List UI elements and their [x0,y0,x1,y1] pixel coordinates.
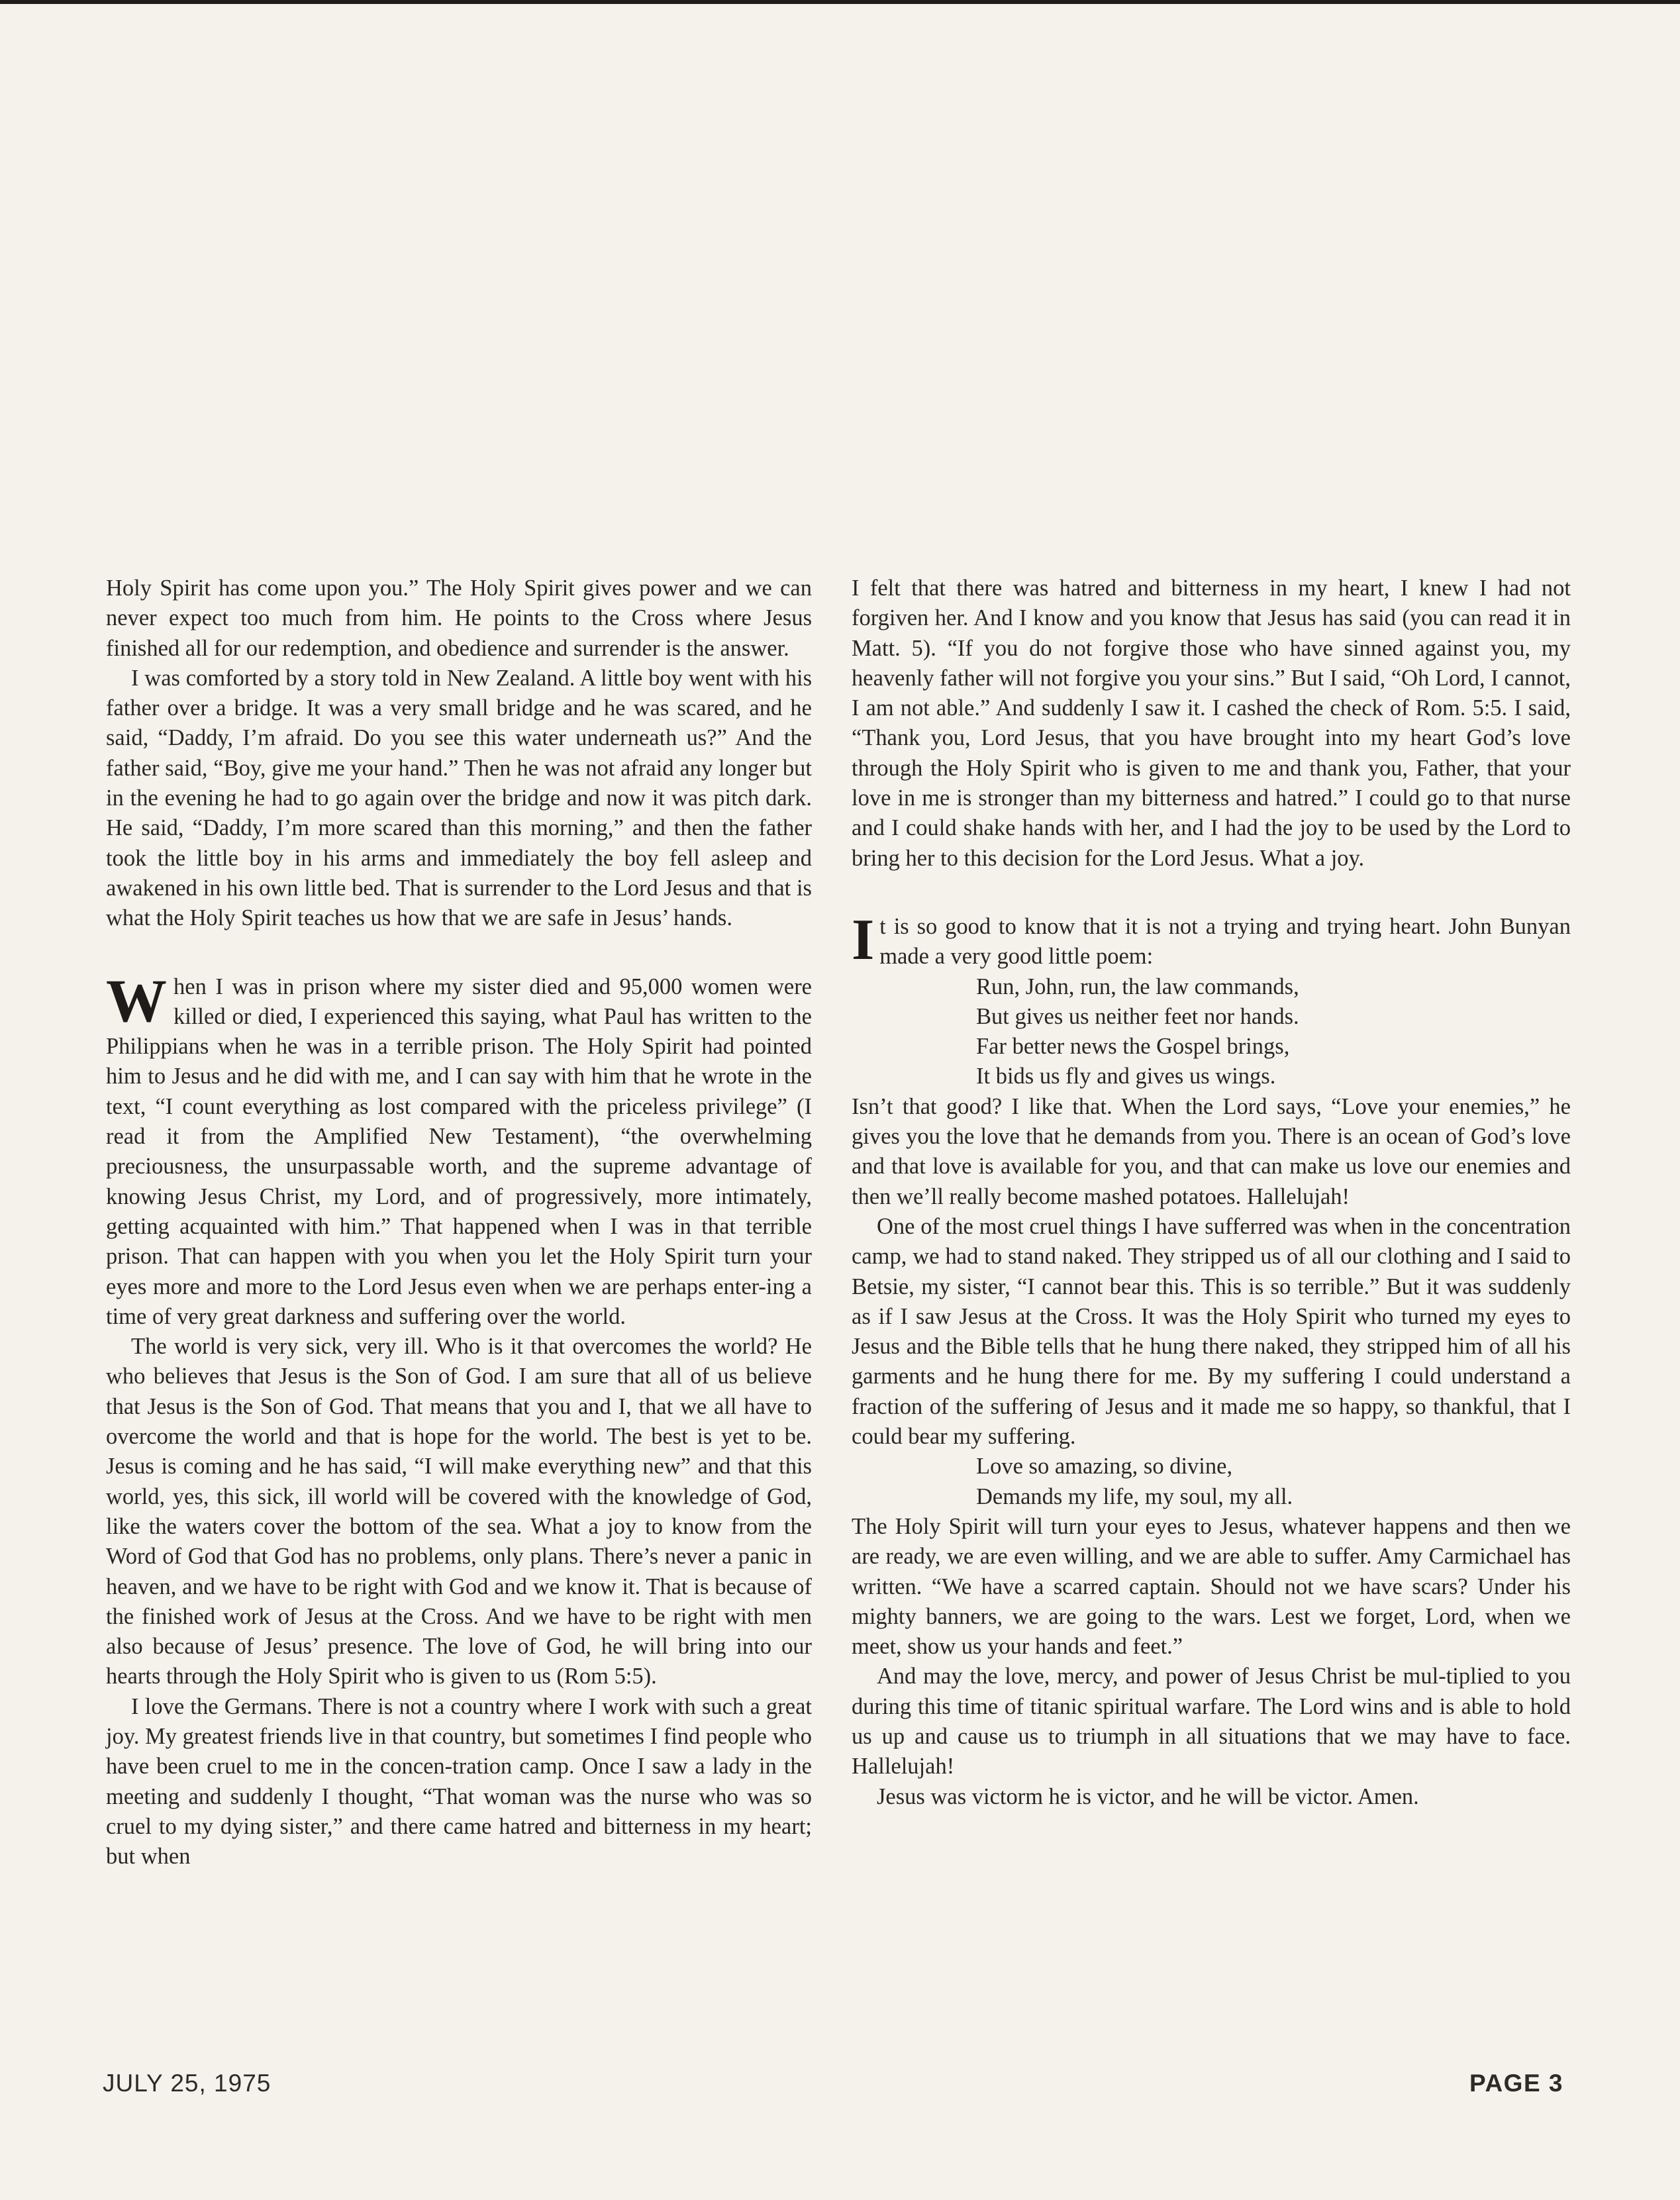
footer-page-number: PAGE 3 [1469,2070,1563,2097]
paragraph: The Holy Spirit will turn your eyes to Jesus, whatever happens and then we are ready, we are even willing, and we are able to suffer. Amy Carmichael has written. “We have a scarred captain. Should not we have scars? Under his mighty banners, we are going to the wars. Lest we forget, Lord, when we meet, show us your hands and feet.” [852,1513,1571,1660]
paragraph: Jesus was victorm he is victor, and he will be victor. Amen. [877,1783,1419,1809]
poem-line: Demands my life, my soul, my all. [976,1483,1293,1509]
right-column [852,574,1571,1812]
left-column [106,574,812,1872]
poem-line: Run, John, run, the law commands, [976,974,1299,999]
drop-cap: I [852,907,875,972]
paragraph: Isn’t that good? I like that. When the Lord says, “Love your enemies,” he gives you the love that he demands from you. There is an ocean of God’s love and that love is available for you, and that can make us love our enemies and then we’ll really become mashed potatoes. Hallelujah! [852,1093,1571,1209]
paragraph: The world is very sick, very ill. Who is it that overcomes the world? He who believes that Jesus is the Son of God. I am sure that all of us believe that Jesus is the Son of God. That means that you and I, that we all have to overcome the world and that is hope for the world. The best is yet to be. Jesus is coming and he has said, “I will make everything new” and that this world, yes, this sick, ill world will be covered with the knowledge of God, like the waters cover the bottom of the sea. What a joy to know from the Word of God that God has no problems, only plans. There’s never a panic in heaven, and we have to be right with God and we know it. That is because of the finished work of Jesus at the Cross. And we have to be right with men also because of Jesus’ presence. The love of God, he will bring into our hearts through the Holy Spirit who is given to us (Rom 5:5). [106,1334,812,1689]
paragraph: One of the most cruel things I have sufferred was when in the concentration camp, we had to stand naked. They stripped us of all our clothing and I said to Betsie, my sister, “I cannot bear this. This is so terrible.” But it was suddenly as if I saw Jesus at the Cross. It was the Holy Spirit who turned my eyes to Jesus and the Bible tells that he hung there naked, they stripped him of all his garments and he hung there for me. By my suffering I could understand a fraction of the suffering of Jesus and it made me so happy, so thankful, that I could bear my suffering. [852,1213,1571,1450]
paragraph-text: hen I was in prison where my sister died and 95,000 women were killed or died, I experienced this saying, what Paul has written to the Philippians when he was in a terrible prison. The Holy Spirit had pointed him to Jesus and he did with me, and I can say with him that he wrote in the text, “I count everything as lost compared with the priceless privilege” (I read it from the Amplified New Testament), “the overwhelming preciousness, the unsurpassable worth, and the supreme advantage of knowing Jesus Christ, my Lord, and of progressively, more intimately, getting acquainted with him.” That happened when I was in that terrible prison. That can happen with you when you let the Holy Spirit turn your eyes more and more to the Lord Jesus even when we are perhaps enter-ing a time of very great darkness and suffering over the world. [106,974,812,1329]
poem-bunyan [852,972,1571,1092]
page-top-edge [0,0,1680,4]
paragraph-dropcap [852,907,1571,972]
drop-cap: W [106,966,167,1034]
footer-date: JULY 25, 1975 [103,2070,272,2097]
paragraph: I love the Germans. There is not a country where I work with such a great joy. My greatest friends live in that country, but sometimes I find people who have been cruel to me in the concen-tration camp. Once I saw a lady in the meeting and suddenly I thought, “That woman was the nurse who was so cruel to my dying sister,” and there came hatred and bitterness in my heart; but when [106,1693,812,1870]
paragraph: Holy Spirit has come upon you.” The Holy Spirit gives power and we can never expect too much from him. He points to the Cross where Jesus finished all for our redemption, and obedience and surrender is the answer. [106,575,812,661]
paragraph-text: t is so good to know that it is not a trying and trying heart. John Bunyan made a very good little poem: [879,913,1571,970]
section-gap [106,934,812,972]
paragraph: I was comforted by a story told in New Zealand. A little boy went with his father over a bridge. It was a very small bridge and he was scared, and he said, “Daddy, I’m afraid. Do you see this water underneath us?” And the father said, “Boy, give me your hand.” Then he was not afraid any longer but in the evening he had to go again over the bridge and now it was pitch dark. He said, “Daddy, I’m more scared than this morning,” and then the father took the little boy in his arms and immediately the boy fell asleep and awakened in his own little bed. That is surrender to the Lord Jesus and that is what the Holy Spirit teaches us how that we are safe in Jesus’ hands. [106,665,812,931]
poem-love [852,1452,1571,1512]
poem-line: But gives us neither feet nor hands. [976,1003,1299,1029]
paragraph: I felt that there was hatred and bitterness in my heart, I knew I had not forgiven her. And I know and you know that Jesus has said (you can read it in Matt. 5). “If you do not forgive those who have sinned against you, my heavenly father will not forgive you your sins.” But I said, “Oh Lord, I cannot, I am not able.” And suddenly I saw it. I cashed the check of Rom. 5:5. I said, “Thank you, Lord Jesus, that you have brought into my heart God’s love through the Holy Spirit who is given to me and thank you, Father, that your love in me is stronger than my bitterness and hatred.” I could go to that nurse and I could shake hands with her, and I had the joy to be used by the Lord to bring her to this decision for the Lord Jesus. What a joy. [852,575,1571,871]
section-gap [852,874,1571,912]
paragraph-dropcap [106,966,812,1332]
poem-line: Love so amazing, so divine, [976,1454,1233,1479]
poem-line: Far better news the Gospel brings, [976,1034,1290,1060]
paragraph: And may the love, mercy, and power of Jesus Christ be mul-tiplied to you during this time of titanic spiritual warfare. The Lord wins and is able to hold us up and cause us to triumph in all situations that we may have to face. Hallelujah! [852,1664,1571,1779]
poem-line: It bids us fly and gives us wings. [976,1064,1276,1089]
